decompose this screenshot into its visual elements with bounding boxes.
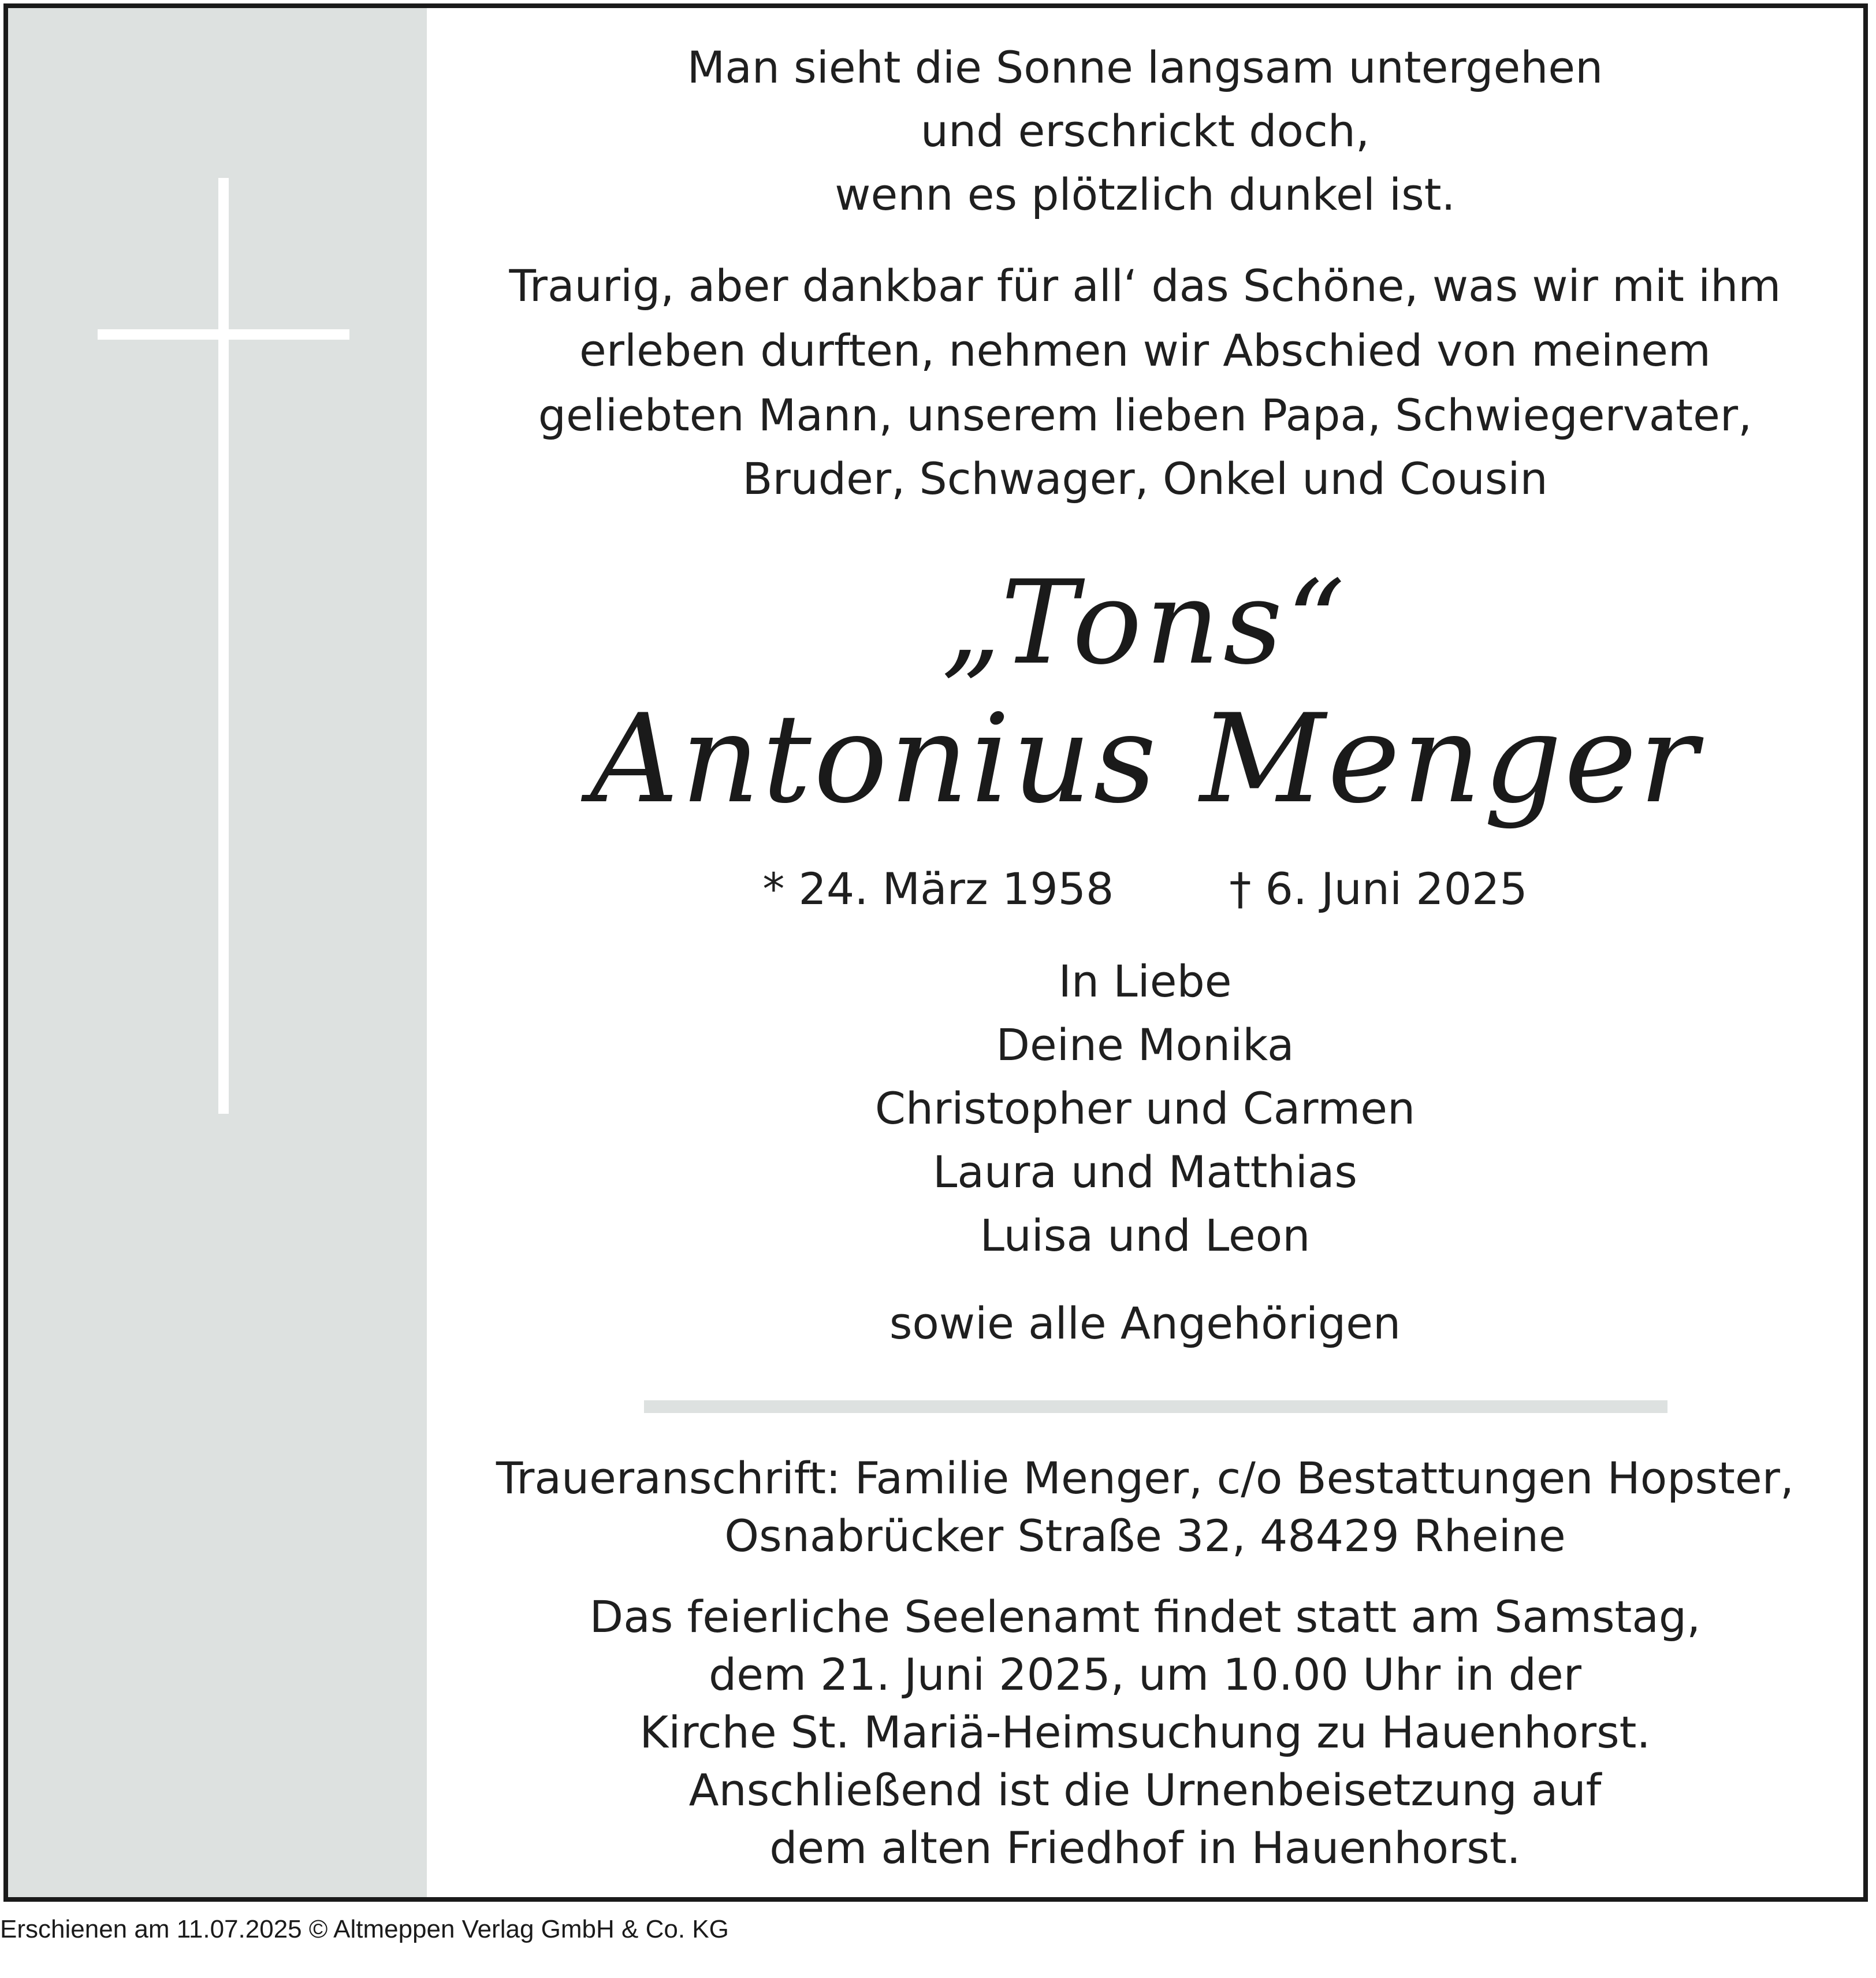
mourners-line-2: Deine Monika — [996, 1019, 1294, 1070]
deceased-full-name: Antonius Menger — [590, 687, 1700, 830]
mourners-line-4: Laura und Matthias — [933, 1146, 1357, 1198]
mourners-line-6: sowie alle Angehörigen — [889, 1297, 1401, 1349]
intro-line-4: Bruder, Schwager, Onkel und Cousin — [742, 453, 1548, 504]
cross-icon-horizontal-bar — [98, 329, 349, 340]
obituary-content — [427, 8, 1863, 1897]
service-line-5: dem alten Friedhof in Hauenhorst. — [769, 1822, 1521, 1873]
intro-line-1: Traurig, aber dankbar für all‘ das Schöne, was wir mit ihm — [509, 260, 1781, 311]
service-line-1: Das feierliche Seelenamt findet statt am Samstag, — [589, 1591, 1701, 1642]
address-line-1: Traueranschrift: Familie Menger, c/o Bestattungen Hopster, — [496, 1452, 1795, 1504]
address-line-2: Osnabrücker Straße 32, 48429 Rheine — [724, 1510, 1566, 1561]
side-panel — [8, 8, 427, 1897]
death-date: † 6. Juni 2025 — [1229, 863, 1528, 914]
poem-line-3: wenn es plötzlich dunkel ist. — [835, 169, 1456, 220]
mourners-line-5: Luisa und Leon — [980, 1210, 1311, 1261]
birth-date: * 24. März 1958 — [762, 863, 1114, 914]
service-line-2: dem 21. Juni 2025, um 10.00 Uhr in der — [709, 1649, 1581, 1700]
section-divider — [644, 1400, 1667, 1413]
obituary-frame — [3, 3, 1868, 1902]
service-line-4: Anschließend ist die Urnenbeisetzung auf — [688, 1764, 1602, 1816]
poem-line-2: und erschrickt doch, — [920, 105, 1370, 157]
poem-line-1: Man sieht die Sonne langsam untergehen — [687, 42, 1603, 93]
cross-icon-vertical-bar — [218, 178, 229, 1114]
deceased-nickname: „Tons“ — [941, 556, 1349, 690]
intro-line-3: geliebten Mann, unserem lieben Papa, Schwiegervater, — [538, 389, 1752, 441]
mourners-line-1: In Liebe — [1058, 955, 1232, 1007]
mourners-line-3: Christopher und Carmen — [874, 1083, 1416, 1134]
service-line-3: Kirche St. Mariä-Heimsuchung zu Hauenhorst. — [639, 1706, 1651, 1758]
publication-footer: Erschienen am 11.07.2025 © Altmeppen Verlag GmbH & Co. KG — [0, 1915, 729, 1943]
intro-line-2: erleben durften, nehmen wir Abschied von meinem — [579, 325, 1711, 376]
life-dates — [427, 863, 1863, 915]
